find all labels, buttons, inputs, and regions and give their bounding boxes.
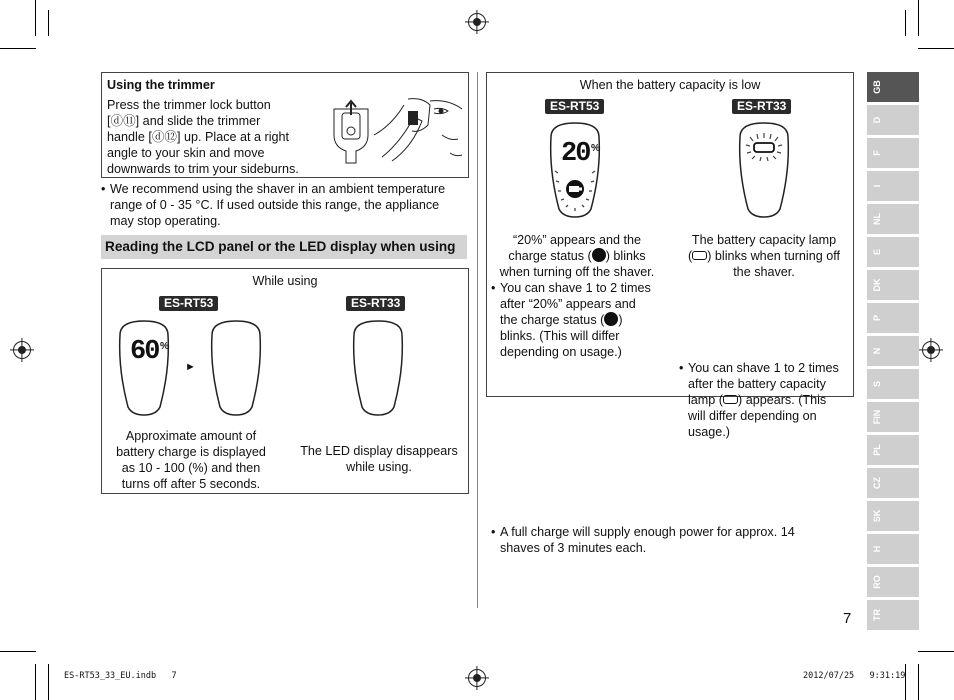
tab-d[interactable]: D bbox=[867, 105, 919, 135]
registration-mark-icon bbox=[922, 341, 940, 359]
footer-timestamp: 2012/07/25 9:31:19 bbox=[803, 671, 906, 681]
shaver-blank-rt33-icon bbox=[350, 319, 406, 417]
crop-mark bbox=[918, 0, 919, 36]
tab-tr[interactable]: TR bbox=[867, 600, 919, 630]
trimmer-title: Using the trimmer bbox=[107, 78, 215, 92]
shaver-display-20-icon bbox=[547, 121, 603, 219]
tab-nl[interactable]: NL bbox=[867, 204, 919, 234]
tab-e[interactable]: E bbox=[867, 237, 919, 267]
page-number: 7 bbox=[843, 610, 852, 627]
display-percent: % bbox=[160, 341, 169, 352]
crop-mark bbox=[918, 651, 954, 652]
tab-fin[interactable]: FIN bbox=[867, 402, 919, 432]
model-badge-rt33: ES-RT33 bbox=[732, 99, 791, 114]
tab-n[interactable]: N bbox=[867, 336, 919, 366]
footer-file: ES-RT53_33_EU.indb 7 bbox=[64, 671, 177, 681]
crop-mark bbox=[918, 664, 919, 700]
low-battery-desc-rt53: “20%” appears and the charge status ( ) blinks when turning off the shaver. bbox=[499, 233, 655, 279]
low-battery-desc-rt33: The battery capacity lamp ( ) blinks when turning off the shaver. bbox=[688, 233, 840, 279]
low-battery-bullet-rt33: • You can shave 1 to 2 times after the battery capacity lamp ( ) appears. (This will differ depending on usage.) bbox=[679, 360, 860, 440]
trimmer-text: Press the trimmer lock button [ⓓ⑪] and slide the trimmer handle [ⓓ⑫] up. Place at a right angle to your skin and move downwards to trim your sideburns. bbox=[107, 98, 299, 176]
crop-mark bbox=[35, 0, 36, 36]
shaver-led-blink-icon bbox=[736, 121, 792, 219]
tab-p[interactable]: P bbox=[867, 303, 919, 333]
crop-mark bbox=[905, 10, 906, 36]
arrow-icon: ► bbox=[185, 361, 196, 373]
crop-mark bbox=[0, 48, 36, 49]
tab-pl[interactable]: PL bbox=[867, 435, 919, 465]
crop-mark bbox=[48, 664, 49, 700]
tab-cz[interactable]: CZ bbox=[867, 468, 919, 498]
shaver-blank-rt53-icon bbox=[208, 319, 264, 417]
model-badge-rt33: ES-RT33 bbox=[346, 296, 405, 311]
crop-mark bbox=[48, 10, 49, 36]
registration-mark-icon bbox=[13, 341, 31, 359]
display-percent: % bbox=[591, 143, 600, 154]
tab-f[interactable]: F bbox=[867, 138, 919, 168]
tab-sk[interactable]: SK bbox=[867, 501, 919, 531]
battery-lamp-icon bbox=[692, 251, 707, 260]
tab-gb[interactable]: GB bbox=[867, 72, 919, 102]
tab-ro[interactable]: RO bbox=[867, 567, 919, 597]
full-charge-note: • A full charge will supply enough power for approx. 14 shaves of 3 minutes each. bbox=[491, 524, 855, 556]
tab-s[interactable]: S bbox=[867, 369, 919, 399]
charge-status-icon bbox=[604, 312, 618, 326]
crop-mark bbox=[905, 664, 906, 700]
tab-i[interactable]: I bbox=[867, 171, 919, 201]
while-using-desc-rt53: Approximate amount of battery charge is displayed as 10 - 100 (%) and then turns off after 5 seconds. bbox=[116, 429, 266, 491]
battery-lamp-icon bbox=[723, 395, 738, 404]
crop-mark bbox=[0, 651, 36, 652]
display-value-20: 20 bbox=[561, 139, 590, 169]
tab-dk[interactable]: DK bbox=[867, 270, 919, 300]
low-battery-bullet-rt53: • You can shave 1 to 2 times after “20%” appears and the charge status ( ) blinks. (This will differ depending on usage.) bbox=[491, 280, 672, 360]
charge-status-icon bbox=[592, 248, 606, 262]
registration-mark-icon bbox=[468, 669, 486, 687]
low-battery-section bbox=[486, 72, 854, 555]
while-using-section bbox=[101, 268, 469, 494]
column-divider bbox=[477, 72, 478, 608]
tab-h[interactable]: H bbox=[867, 534, 919, 564]
crop-mark bbox=[35, 664, 36, 700]
low-battery-caption: When the battery capacity is low bbox=[579, 78, 761, 92]
trimmer-illustration-icon bbox=[322, 95, 467, 167]
crop-mark bbox=[918, 48, 954, 49]
trimmer-section bbox=[101, 72, 469, 178]
while-using-desc-rt33: The LED display disappears while using. bbox=[300, 444, 458, 474]
while-using-caption: While using bbox=[252, 274, 318, 288]
lcd-heading-bar bbox=[101, 235, 467, 259]
shaver-display-rt53-icon bbox=[116, 319, 172, 417]
display-value-60: 60 bbox=[130, 337, 159, 367]
model-badge-rt53: ES-RT53 bbox=[545, 99, 604, 114]
lcd-heading: Reading the LCD panel or the LED display when using bbox=[105, 239, 456, 254]
temperature-note: • We recommend using the shaver in an ambient temperature range of 0 - 35 °C. If used outside this range, the appliance may stop operating. bbox=[101, 181, 480, 229]
model-badge-rt53: ES-RT53 bbox=[159, 296, 218, 311]
registration-mark-icon bbox=[468, 13, 486, 31]
